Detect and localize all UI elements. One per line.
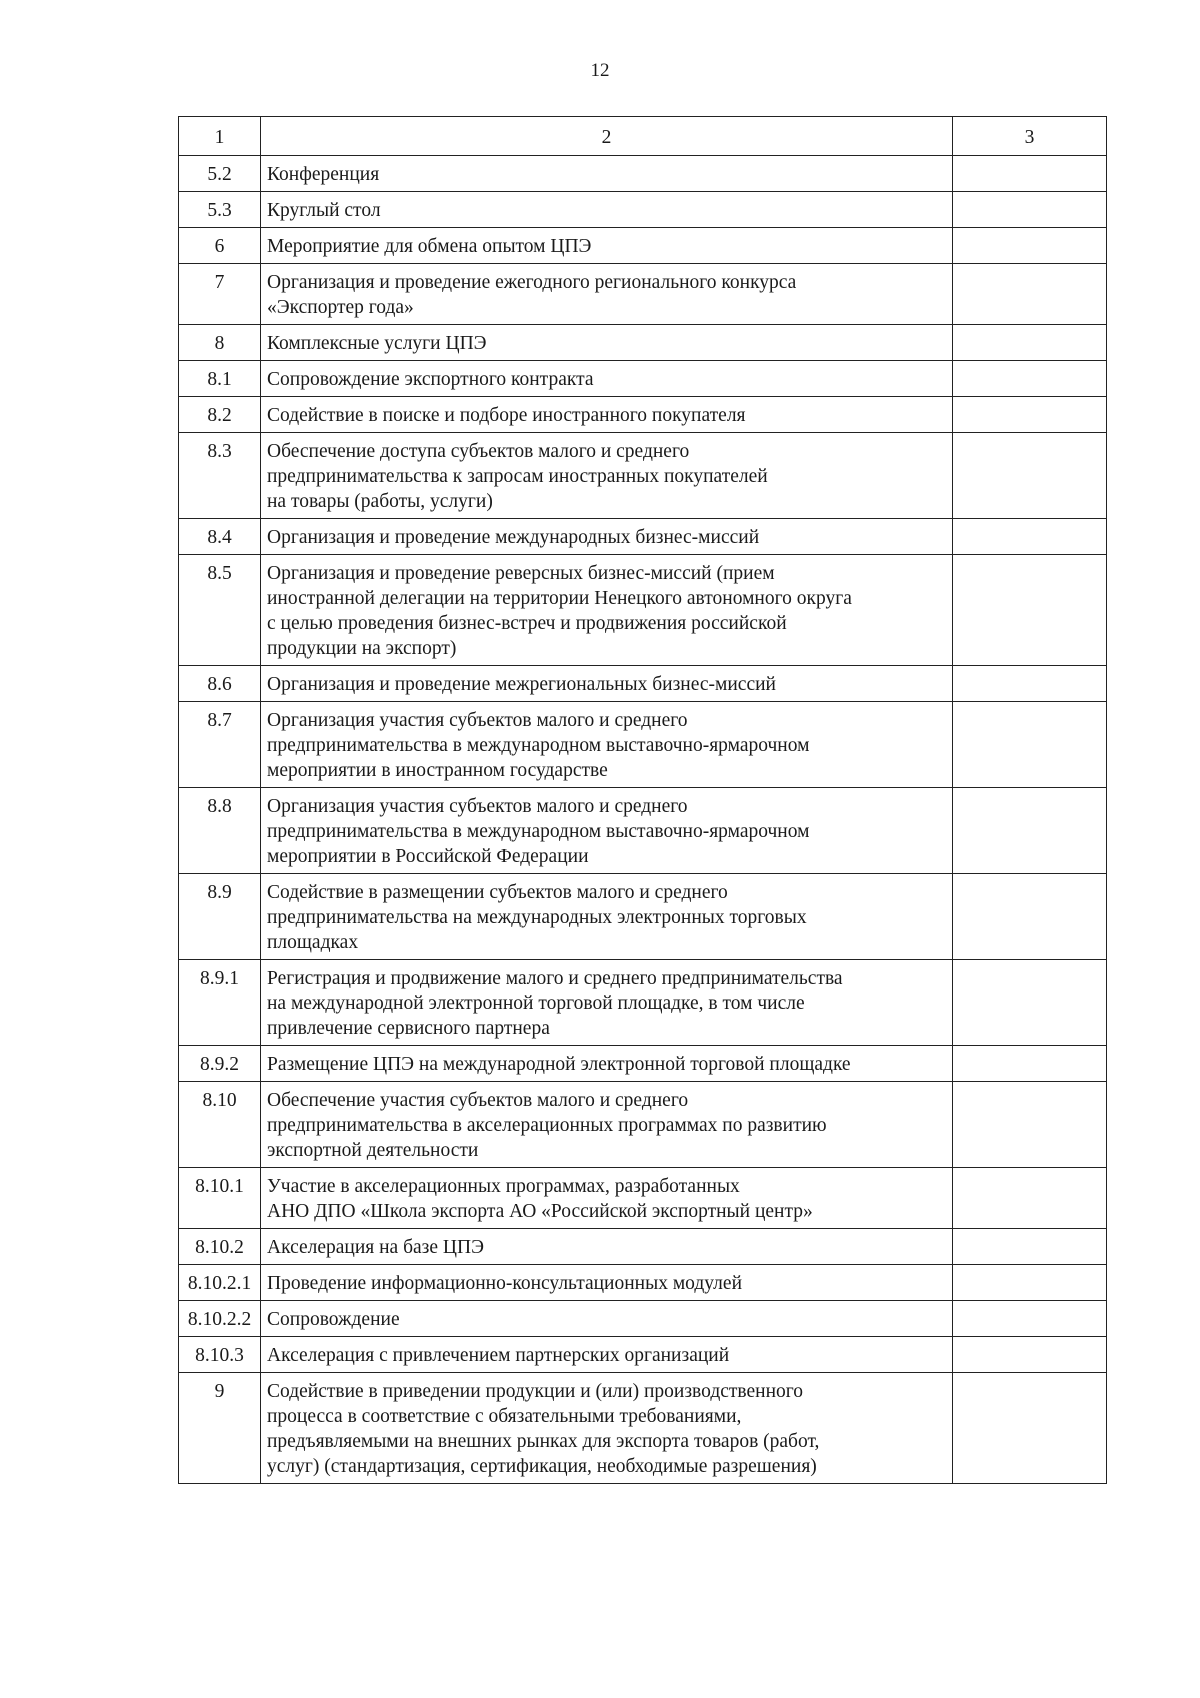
table-row — [179, 228, 1107, 264]
row-value-cell — [953, 555, 1107, 666]
row-number-cell: 8.10.1 — [179, 1168, 261, 1229]
row-description-cell: Организация и проведение реверсных бизнес-миссий (прием иностранной делегации на территории Ненецкого автономного округа с целью проведения бизнес-встреч и продвижения российской продукции на экспорт) — [261, 555, 953, 666]
row-description-cell: Акселерация с привлечением партнерских организаций — [261, 1337, 953, 1373]
header-cell-1: 1 — [179, 117, 261, 156]
row-value-cell — [953, 1265, 1107, 1301]
page-number: 12 — [590, 60, 610, 81]
row-value-cell — [953, 156, 1107, 192]
row-value-cell — [953, 325, 1107, 361]
table-row — [179, 1168, 1107, 1229]
row-number-cell: 6 — [179, 228, 261, 264]
table-row — [179, 1337, 1107, 1373]
table-row — [179, 519, 1107, 555]
row-value-cell — [953, 960, 1107, 1046]
row-number-cell: 8.9.2 — [179, 1046, 261, 1082]
table-row — [179, 874, 1107, 960]
row-number-cell: 8.2 — [179, 397, 261, 433]
row-number-cell: 8.6 — [179, 666, 261, 702]
table-body — [179, 117, 1107, 1484]
row-number-cell: 8.10 — [179, 1082, 261, 1168]
table-header-row — [179, 117, 1107, 156]
row-description-cell: Проведение информационно-консультационных модулей — [261, 1265, 953, 1301]
row-description-cell: Организация участия субъектов малого и среднего предпринимательства в международном выставочно-ярмарочном мероприятии в иностранном государстве — [261, 702, 953, 788]
row-description-cell: Мероприятие для обмена опытом ЦПЭ — [261, 228, 953, 264]
row-description-cell: Содействие в приведении продукции и (или) производственного процесса в соответствие с обязательными требованиями, предъявляемыми на внешних рынках для экспорта товаров (работ, услуг) (стандартизация, сертификация, необходимые разрешения) — [261, 1373, 953, 1484]
row-number-cell: 8.10.3 — [179, 1337, 261, 1373]
row-description-cell: Организация и проведение ежегодного регионального конкурса «Экспортер года» — [261, 264, 953, 325]
table-row — [179, 1265, 1107, 1301]
table-row — [179, 1082, 1107, 1168]
row-description-cell: Организация и проведение межрегиональных бизнес-миссий — [261, 666, 953, 702]
row-number-cell: 8.10.2 — [179, 1229, 261, 1265]
row-description-cell: Организация и проведение международных бизнес-миссий — [261, 519, 953, 555]
row-number-cell: 8.9.1 — [179, 960, 261, 1046]
header-cell-3: 3 — [953, 117, 1107, 156]
table-row — [179, 192, 1107, 228]
row-value-cell — [953, 1082, 1107, 1168]
table-row — [179, 1301, 1107, 1337]
row-value-cell — [953, 192, 1107, 228]
table-row — [179, 702, 1107, 788]
row-value-cell — [953, 788, 1107, 874]
row-value-cell — [953, 228, 1107, 264]
row-number-cell: 5.3 — [179, 192, 261, 228]
row-description-cell: Акселерация на базе ЦПЭ — [261, 1229, 953, 1265]
row-number-cell: 8.7 — [179, 702, 261, 788]
row-value-cell — [953, 702, 1107, 788]
row-value-cell — [953, 264, 1107, 325]
row-number-cell: 8.10.2.2 — [179, 1301, 261, 1337]
table-row — [179, 1373, 1107, 1484]
table-row — [179, 397, 1107, 433]
row-description-cell: Обеспечение доступа субъектов малого и среднего предпринимательства к запросам иностранных покупателей на товары (работы, услуги) — [261, 433, 953, 519]
row-description-cell: Размещение ЦПЭ на международной электронной торговой площадке — [261, 1046, 953, 1082]
row-description-cell: Содействие в поиске и подборе иностранного покупателя — [261, 397, 953, 433]
table-row — [179, 264, 1107, 325]
row-value-cell — [953, 1168, 1107, 1229]
table-row — [179, 1229, 1107, 1265]
row-number-cell: 8.8 — [179, 788, 261, 874]
row-description-cell: Комплексные услуги ЦПЭ — [261, 325, 953, 361]
row-value-cell — [953, 1337, 1107, 1373]
services-table — [178, 116, 1107, 1484]
row-number-cell: 8.10.2.1 — [179, 1265, 261, 1301]
row-description-cell: Сопровождение экспортного контракта — [261, 361, 953, 397]
row-description-cell: Регистрация и продвижение малого и среднего предпринимательства на международной электронной торговой площадке, в том числе привлечение сервисного партнера — [261, 960, 953, 1046]
row-number-cell: 7 — [179, 264, 261, 325]
row-value-cell — [953, 1229, 1107, 1265]
row-value-cell — [953, 1373, 1107, 1484]
row-value-cell — [953, 433, 1107, 519]
row-value-cell — [953, 1301, 1107, 1337]
row-number-cell: 8 — [179, 325, 261, 361]
table-row — [179, 788, 1107, 874]
table-row — [179, 960, 1107, 1046]
row-description-cell: Конференция — [261, 156, 953, 192]
table-row — [179, 361, 1107, 397]
row-number-cell: 8.3 — [179, 433, 261, 519]
row-value-cell — [953, 874, 1107, 960]
row-number-cell: 8.5 — [179, 555, 261, 666]
row-value-cell — [953, 1046, 1107, 1082]
row-description-cell: Участие в акселерационных программах, разработанных АНО ДПО «Школа экспорта АО «Российской экспортный центр» — [261, 1168, 953, 1229]
header-cell-2: 2 — [261, 117, 953, 156]
row-description-cell: Сопровождение — [261, 1301, 953, 1337]
row-value-cell — [953, 361, 1107, 397]
row-description-cell: Содействие в размещении субъектов малого и среднего предпринимательства на международных электронных торговых площадках — [261, 874, 953, 960]
row-description-cell: Круглый стол — [261, 192, 953, 228]
row-number-cell: 8.9 — [179, 874, 261, 960]
table-row — [179, 156, 1107, 192]
row-description-cell: Организация участия субъектов малого и среднего предпринимательства в международном выставочно-ярмарочном мероприятии в Российской Федерации — [261, 788, 953, 874]
row-number-cell: 8.1 — [179, 361, 261, 397]
row-number-cell: 5.2 — [179, 156, 261, 192]
table-row — [179, 666, 1107, 702]
row-number-cell: 8.4 — [179, 519, 261, 555]
row-number-cell: 9 — [179, 1373, 261, 1484]
row-value-cell — [953, 666, 1107, 702]
row-value-cell — [953, 519, 1107, 555]
row-value-cell — [953, 397, 1107, 433]
table-row — [179, 555, 1107, 666]
table-row — [179, 1046, 1107, 1082]
table-row — [179, 325, 1107, 361]
table-row — [179, 433, 1107, 519]
row-description-cell: Обеспечение участия субъектов малого и среднего предпринимательства в акселерационных программах по развитию экспортной деятельности — [261, 1082, 953, 1168]
